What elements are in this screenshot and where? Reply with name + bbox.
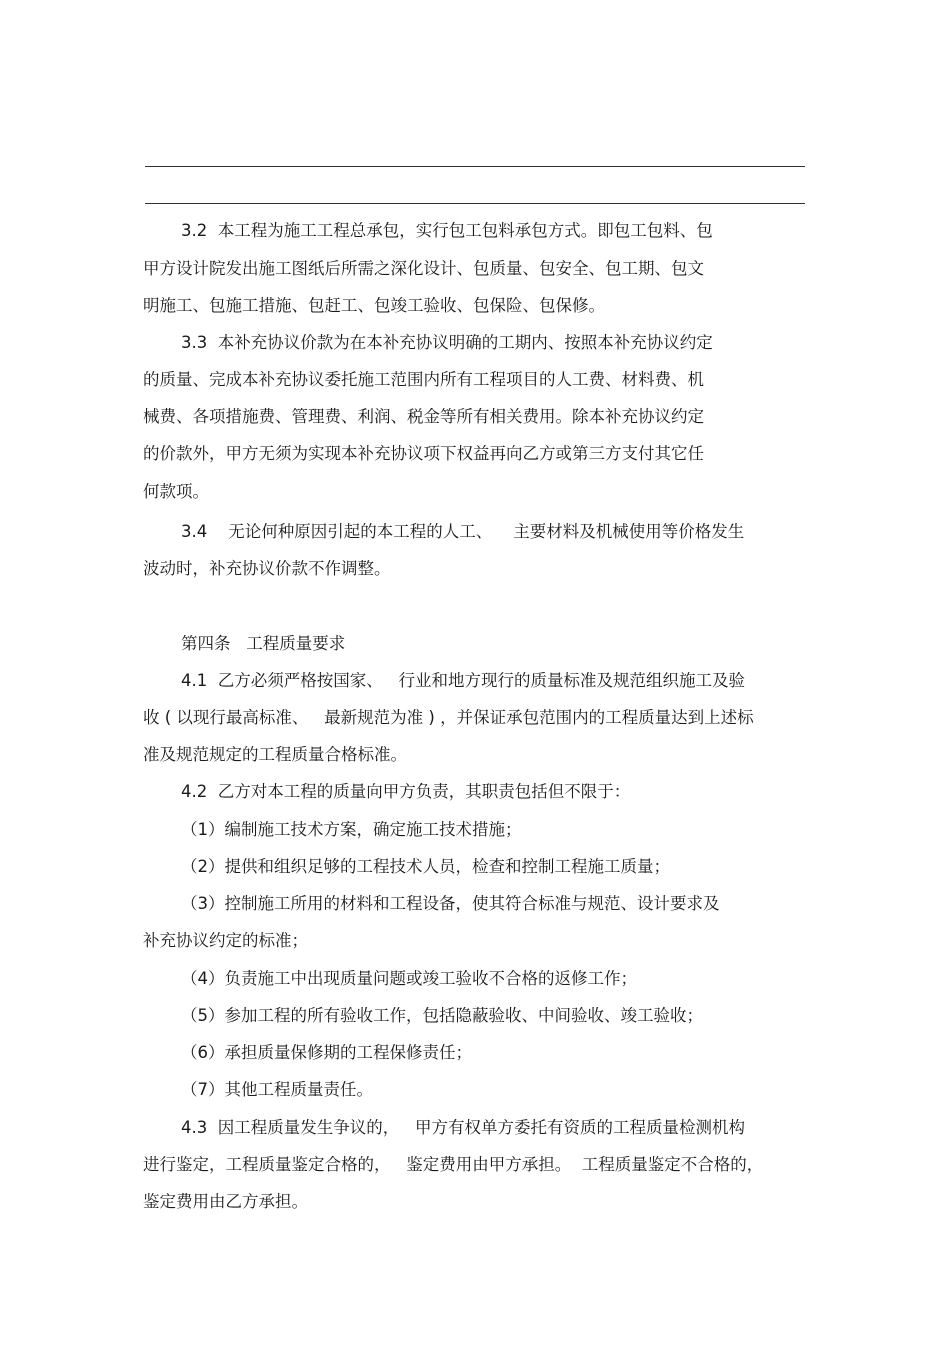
clause-4-1-line-1: 4.1 乙方必须严格按国家、 行业和地方现行的质量标准及规范组织施工及验 bbox=[181, 671, 745, 690]
clause-4-3-line-3: 鉴定费用由乙方承担。 bbox=[143, 1192, 308, 1211]
article-4-heading: 第四条 工程质量要求 bbox=[181, 634, 346, 653]
clause-3-3-line-3: 械费、各项措施费、管理费、利润、税金等所有相关费用。除本补充协议约定 bbox=[143, 407, 704, 426]
clause-4-1-line-3: 准及规范规定的工程质量合格标准。 bbox=[143, 745, 407, 764]
duty-item-3-line-1: （3）控制施工所用的材料和工程设备，使其符合标准与规范、设计要求及 bbox=[181, 894, 720, 913]
duty-item-7: （7）其他工程质量责任。 bbox=[181, 1080, 373, 1099]
duty-item-4: （4）负责施工中出现质量问题或竣工验收不合格的返修工作； bbox=[181, 969, 637, 988]
second-rule bbox=[145, 203, 805, 204]
clause-3-4-line-1: 3.4 无论何种原因引起的本工程的人工、 主要材料及机械使用等价格发生 bbox=[181, 522, 745, 541]
clause-3-2-line-1: 3.2 本工程为施工工程总承包，实行包工包料承包方式。即包工包料、包 bbox=[181, 221, 713, 240]
clause-3-3-line-2: 的质量、完成本补充协议委托施工范围内所有工程项目的人工费、材料费、机 bbox=[143, 370, 704, 389]
duty-item-6: （6）承担质量保修期的工程保修责任； bbox=[181, 1043, 472, 1062]
clause-4-1-line-2: 收 ( 以现行最高标准、 最新规范为准 ) ，并保证承包范围内的工程质量达到上述标 bbox=[143, 708, 754, 727]
clause-3-3-line-1: 3.3 本补充协议价款为在本补充协议明确的工期内、按照本补充协议约定 bbox=[181, 333, 713, 352]
clause-4-3-line-2: 进行鉴定，工程质量鉴定合格的， 鉴定费用由甲方承担。 工程质量鉴定不合格的， bbox=[143, 1155, 764, 1174]
duty-item-1: （1）编制施工技术方案，确定施工技术措施； bbox=[181, 820, 522, 839]
clause-3-4-line-2: 波动时，补充协议价款不作调整。 bbox=[143, 559, 391, 578]
clause-3-3-line-4: 的价款外，甲方无须为实现本补充协议项下权益再向乙方或第三方支付其它任 bbox=[143, 444, 704, 463]
top-rule bbox=[145, 166, 805, 167]
duty-item-5: （5）参加工程的所有验收工作，包括隐蔽验收、中间验收、竣工验收； bbox=[181, 1006, 703, 1025]
clause-3-2-line-3: 明施工、包施工措施、包赶工、包竣工验收、包保险、包保修。 bbox=[143, 296, 605, 315]
clause-3-3-line-5: 何款项。 bbox=[143, 482, 209, 501]
duty-item-2: （2）提供和组织足够的工程技术人员，检查和控制工程施工质量； bbox=[181, 857, 670, 876]
clause-3-2-line-2: 甲方设计院发出施工图纸后所需之深化设计、包质量、包安全、包工期、包文 bbox=[143, 259, 704, 278]
clause-4-2-intro: 4.2 乙方对本工程的质量向甲方负责，其职责包括但不限于： bbox=[181, 782, 631, 801]
clause-4-3-line-1: 4.3 因工程质量发生争议的， 甲方有权单方委托有资质的工程质量检测机构 bbox=[181, 1118, 745, 1137]
duty-item-3-line-2: 补充协议约定的标准； bbox=[143, 931, 308, 950]
